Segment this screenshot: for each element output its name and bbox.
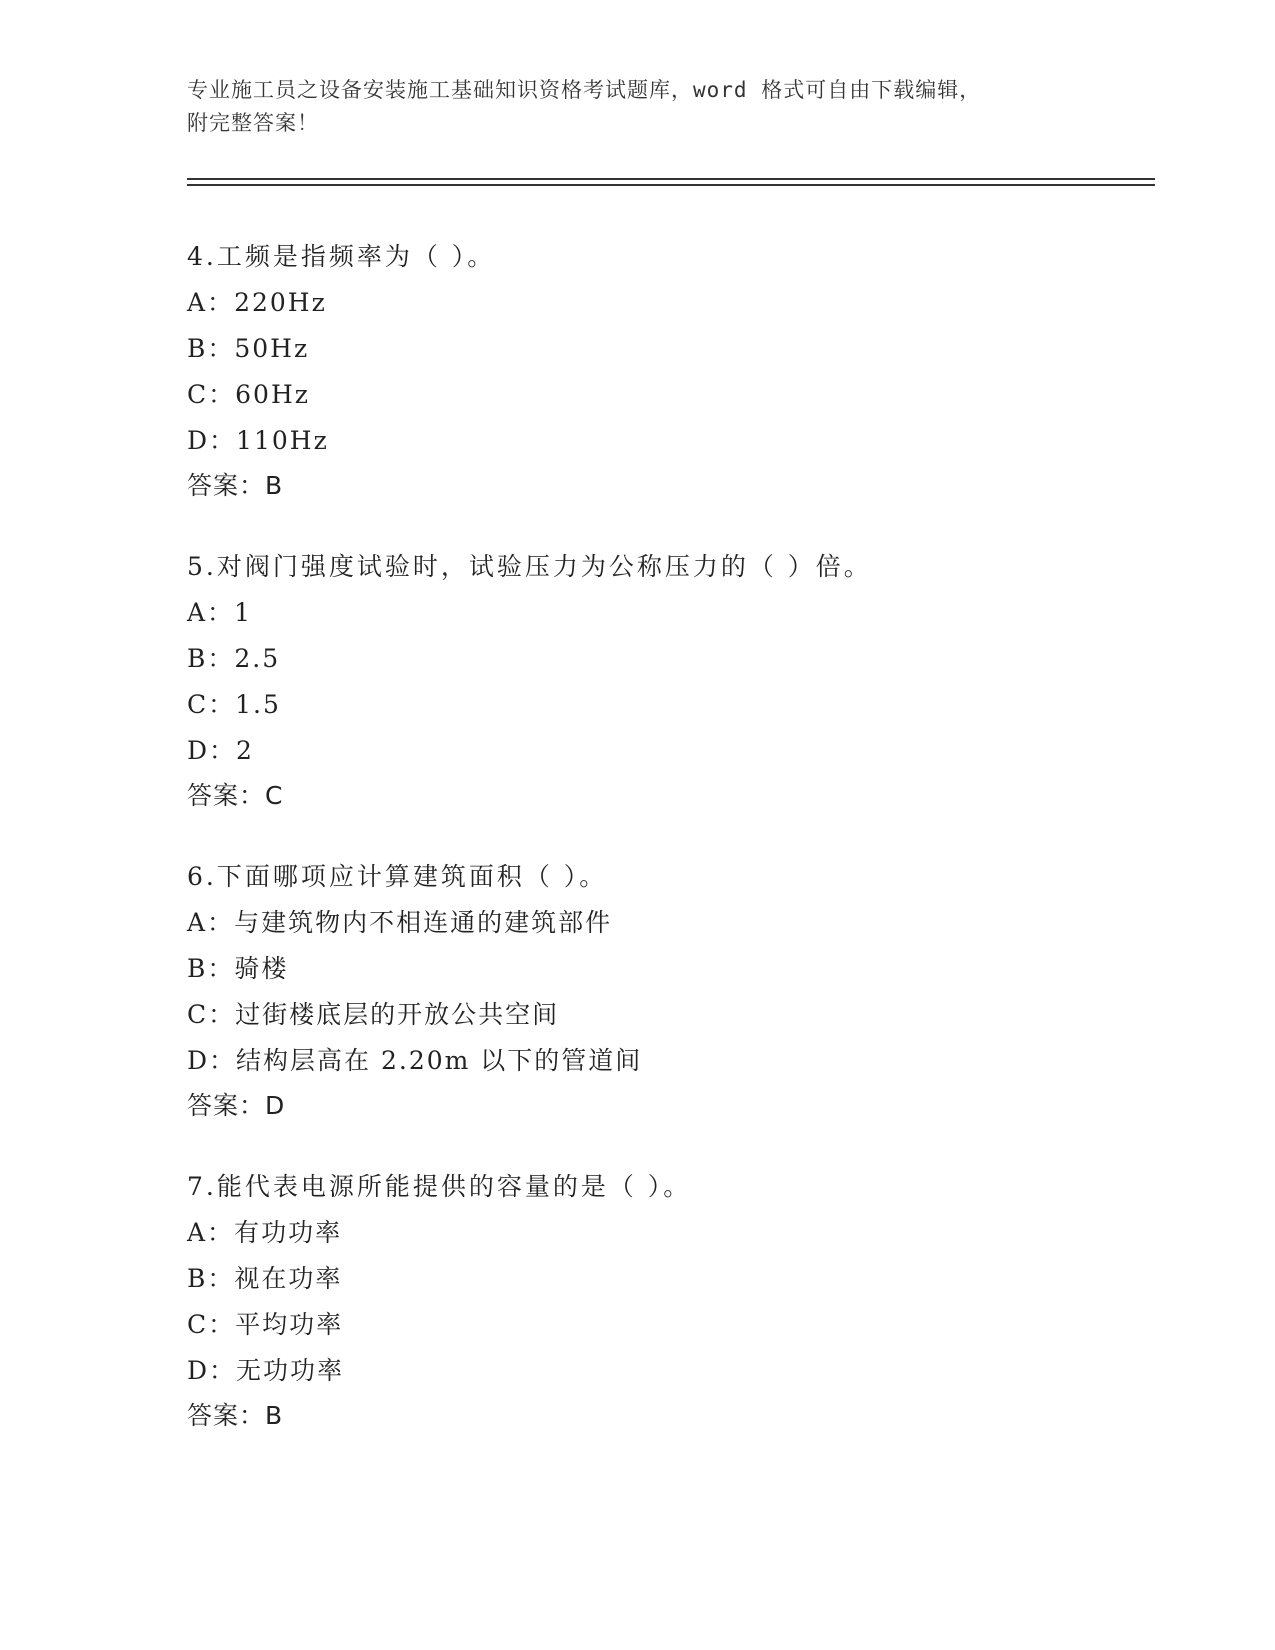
option-text: 无功功率 bbox=[236, 1356, 345, 1385]
option-a bbox=[187, 1210, 1147, 1256]
option-text: 与建筑物内不相连通的建筑部件 bbox=[234, 908, 613, 937]
question-stem: 7.能代表电源所能提供的容量的是（ ）。 bbox=[187, 1172, 692, 1201]
header-divider-top bbox=[187, 178, 1155, 180]
option-key: C： bbox=[187, 690, 236, 719]
header-line-1: 专业施工员之设备安装施工基础知识资格考试题库，word 格式可自由下载编辑， bbox=[187, 78, 982, 102]
answer-line: 答案：B bbox=[187, 1401, 284, 1430]
option-text: 60Hz bbox=[235, 380, 310, 409]
question-stem: 6.下面哪项应计算建筑面积（ ）。 bbox=[187, 862, 608, 891]
option-b bbox=[187, 946, 1147, 992]
option-key: B： bbox=[187, 334, 235, 363]
option-text: 过街楼底层的开放公共空间 bbox=[235, 1000, 560, 1029]
question-item bbox=[187, 1164, 1147, 1438]
option-text: 2.5 bbox=[234, 644, 281, 673]
option-b bbox=[187, 326, 1147, 372]
document-header bbox=[187, 74, 1087, 140]
answer-line: 答案：D bbox=[187, 1091, 286, 1120]
option-text: 50Hz bbox=[234, 334, 310, 363]
option-key: D： bbox=[187, 736, 237, 765]
option-text: 2 bbox=[236, 736, 254, 765]
answer-line: 答案：C bbox=[187, 781, 284, 810]
question-stem: 5.对阀门强度试验时，试验压力为公称压力的（ ）倍。 bbox=[187, 552, 872, 581]
question-item bbox=[187, 544, 1147, 818]
option-b bbox=[187, 636, 1147, 682]
question-item bbox=[187, 234, 1147, 508]
option-key: D： bbox=[187, 1046, 237, 1075]
option-d bbox=[187, 728, 1147, 774]
option-key: B： bbox=[187, 644, 235, 673]
option-c bbox=[187, 372, 1147, 418]
question-stem: 4.工频是指频率为（ ）。 bbox=[187, 242, 496, 271]
header-divider-bottom bbox=[187, 184, 1155, 186]
option-text: 视在功率 bbox=[234, 1264, 343, 1293]
option-key: D： bbox=[187, 426, 237, 455]
option-c bbox=[187, 682, 1147, 728]
option-d bbox=[187, 1348, 1147, 1394]
question-list bbox=[187, 234, 1147, 1474]
option-key: B： bbox=[187, 1264, 235, 1293]
header-line-2: 附完整答案！ bbox=[187, 111, 319, 135]
option-c bbox=[187, 992, 1147, 1038]
option-key: C： bbox=[187, 380, 236, 409]
option-text: 结构层高在 2.20m 以下的管道间 bbox=[236, 1046, 643, 1075]
option-text: 1 bbox=[234, 598, 252, 627]
option-text: 1.5 bbox=[235, 690, 281, 719]
question-item bbox=[187, 854, 1147, 1128]
option-key: A： bbox=[187, 908, 235, 937]
option-a bbox=[187, 900, 1147, 946]
option-key: D： bbox=[187, 1356, 237, 1385]
option-key: B： bbox=[187, 954, 235, 983]
option-d bbox=[187, 418, 1147, 464]
option-text: 220Hz bbox=[234, 288, 327, 317]
option-text: 110Hz bbox=[236, 426, 329, 455]
option-a bbox=[187, 590, 1147, 636]
option-a bbox=[187, 280, 1147, 326]
option-key: C： bbox=[187, 1000, 236, 1029]
option-key: A： bbox=[187, 288, 235, 317]
option-text: 有功功率 bbox=[234, 1218, 343, 1247]
option-d bbox=[187, 1038, 1147, 1084]
option-c bbox=[187, 1302, 1147, 1348]
option-text: 平均功率 bbox=[235, 1310, 344, 1339]
answer-line: 答案：B bbox=[187, 471, 284, 500]
option-b bbox=[187, 1256, 1147, 1302]
option-key: A： bbox=[187, 1218, 235, 1247]
option-key: A： bbox=[187, 598, 235, 627]
option-text: 骑楼 bbox=[234, 954, 289, 983]
option-key: C： bbox=[187, 1310, 236, 1339]
